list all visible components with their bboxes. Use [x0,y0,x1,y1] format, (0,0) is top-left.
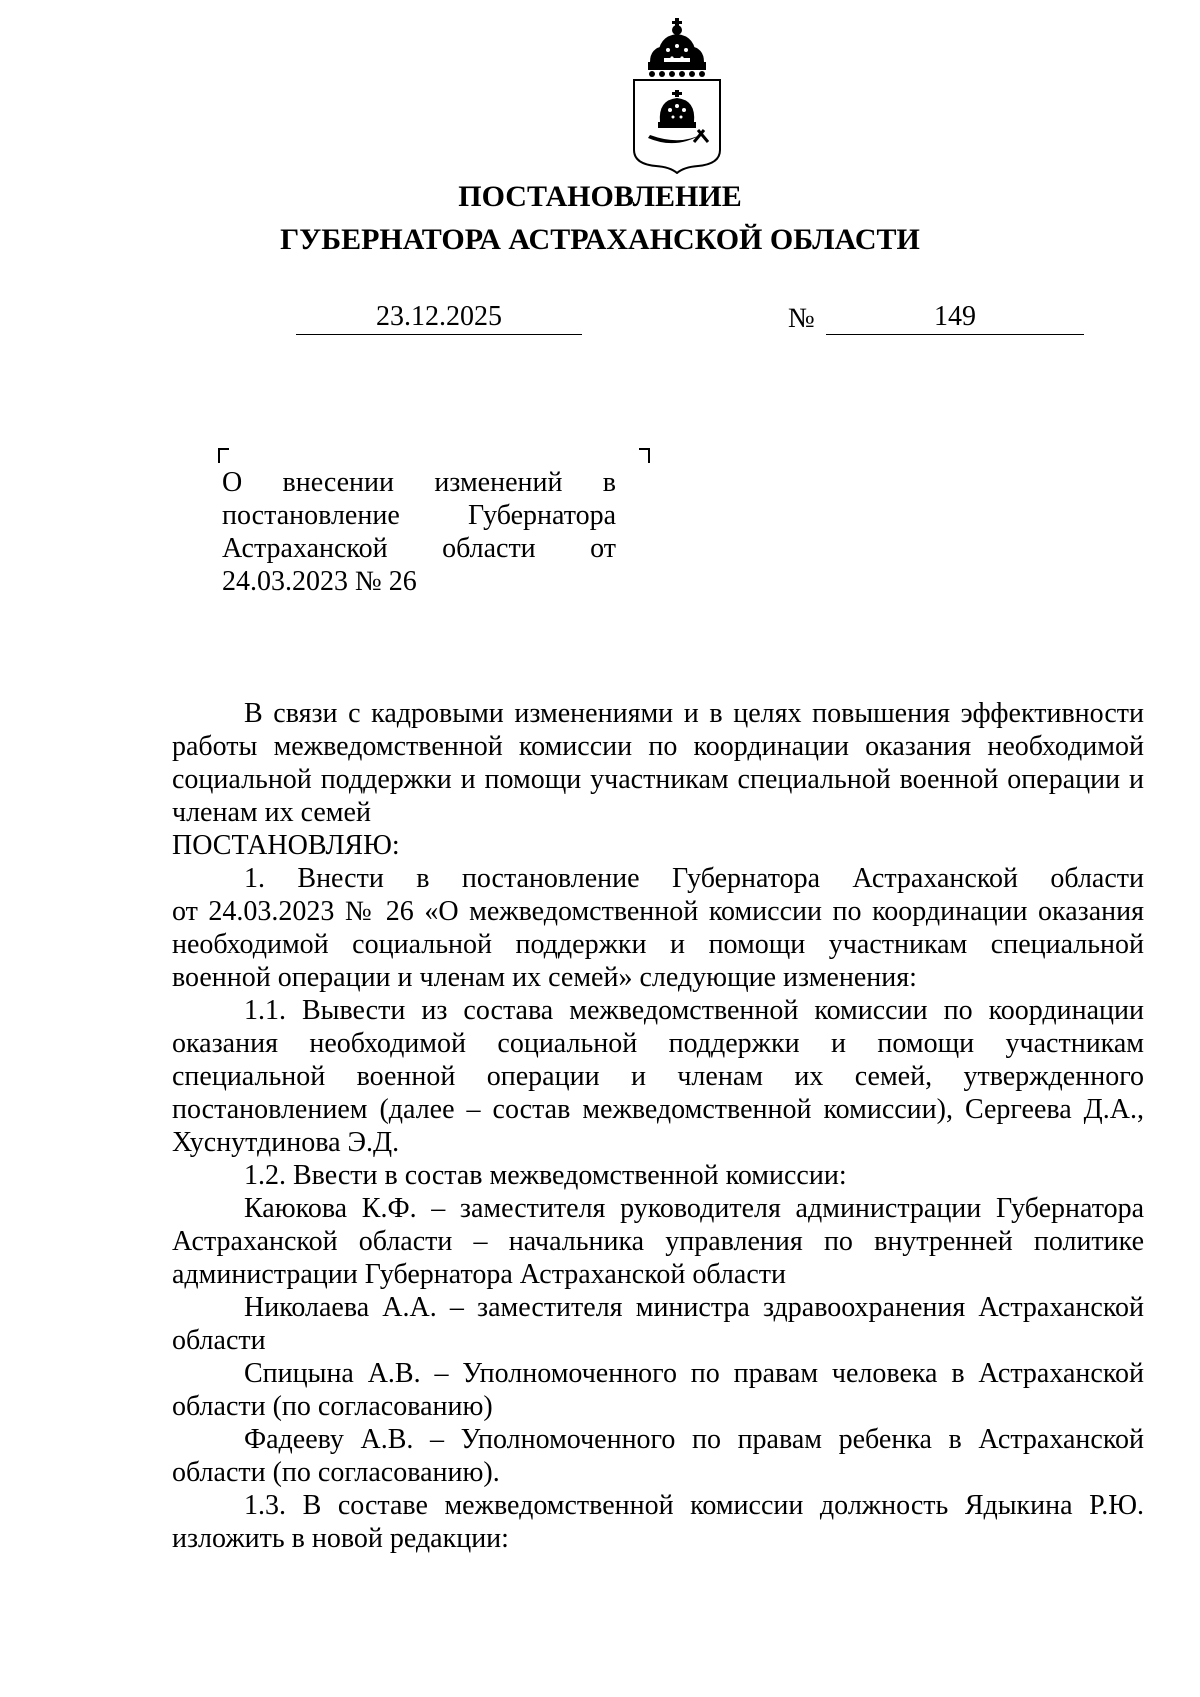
subject-line: Астраханской области от [222,533,617,564]
member-1-line: Каюкова К.Ф. – заместителя руководителя администрации Губернатора [244,1193,1144,1224]
document-number: 149 [826,300,1084,335]
coat-of-arms-emblem [628,18,726,174]
number-label: № [788,303,815,334]
member-1-line: администрации Губернатора Астраханской области [172,1259,786,1290]
item-1-2-line: 1.2. Ввести в состав межведомственной комиссии: [244,1160,847,1191]
subject-block [222,466,616,598]
document-issuer: ГУБЕРНАТОРА АСТРАХАНСКОЙ ОБЛАСТИ [280,223,920,256]
subject-line: О внесении изменений в [222,467,617,498]
item-1-line: военной операции и членам их семей» следующие изменения: [172,962,917,993]
preamble-line: работы межведомственной комиссии по координации оказания необходимой [172,731,1144,762]
preamble-line: В связи с кадровыми изменениями и в целях повышения эффективности [244,698,1144,729]
item-1-3-line: изложить в новой редакции: [172,1523,509,1554]
member-2-line: Николаева А.А. – заместителя министра здравоохранения Астраханской [244,1292,1144,1323]
preamble-line: социальной поддержки и помощи участникам специальной военной операции и [172,764,1144,795]
item-1-1-line: Хуснутдинова Э.Д. [172,1127,400,1158]
item-1-1-line: специальной военной операции и членам их семей, утвержденного [172,1061,1144,1092]
member-3-line: Спицына А.В. – Уполномоченного по правам человека в Астраханской [244,1358,1144,1389]
member-4-line: области (по согласованию). [172,1457,500,1488]
document-body [172,697,1144,1555]
preamble-line: членам их семей [172,797,371,828]
member-4-line: Фадееву А.В. – Уполномоченного по правам ребенка в Астраханской [244,1424,1144,1455]
item-1-1-line: постановлением (далее – состав межведомственной комиссии), Сергеева Д.А., [172,1094,1144,1125]
subject-corner-right [639,448,650,463]
subject-line: постановление Губернатора [222,500,616,531]
item-1-line: от 24.03.2023 № 26 «О межведомственной комиссии по координации оказания [172,896,1144,927]
resolve-keyword: ПОСТАНОВЛЯЮ: [172,830,400,861]
item-1-1-line: 1.1. Вывести из состава межведомственной комиссии по координации [244,995,1144,1026]
item-1-1-line: оказания необходимой социальной поддержки и помощи участникам [172,1028,1144,1059]
member-3-line: области (по согласованию) [172,1391,493,1422]
subject-line: 24.03.2023 № 26 [222,566,417,597]
document-title: ПОСТАНОВЛЕНИЕ [458,180,742,213]
item-1-line: 1. Внести в постановление Губернатора Астраханской области [244,863,1144,894]
member-1-line: Астраханской области – начальника управления по внутренней политике [172,1226,1144,1257]
member-2-line: области [172,1325,266,1356]
document-date: 23.12.2025 [296,300,582,335]
item-1-line: необходимой социальной поддержки и помощи участникам специальной [172,929,1144,960]
subject-corner-left [218,448,229,463]
item-1-3-line: 1.3. В составе межведомственной комиссии должность Ядыкина Р.Ю. [244,1490,1144,1521]
